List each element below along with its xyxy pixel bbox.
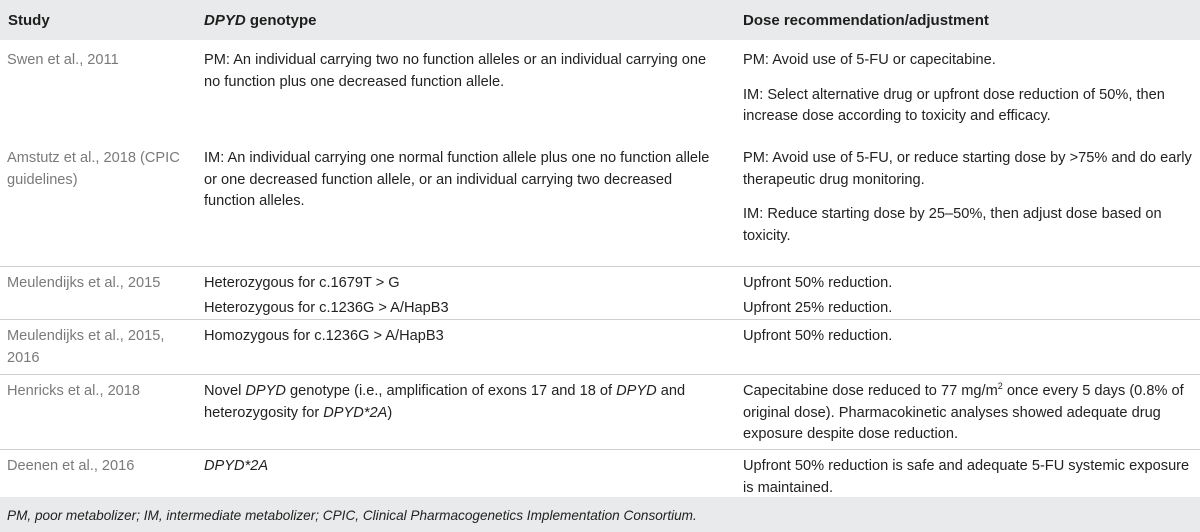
study-cell: [0, 267, 198, 320]
header-genotype-label: genotype: [245, 11, 317, 29]
table-row: [0, 267, 1200, 320]
dose-cell: [736, 375, 1200, 450]
study-cell: [0, 320, 198, 375]
study-cell: [0, 142, 198, 267]
genotype-part: and heterozygosity for: [204, 383, 686, 421]
table-footnote: PM, poor metabolizer; IM, intermediate metabolizer; CPIC, Clinical Pharmacogenetics Implementation Consortium.: [7, 508, 697, 523]
genotype-gene: DPYD: [616, 383, 657, 399]
genotype-cell: [198, 375, 736, 450]
table-row: [0, 320, 1200, 375]
genotype-text: Heterozygous for c.1236G > A/HapB3: [204, 299, 449, 316]
header-genotype-gene: DPYD: [204, 11, 246, 29]
dose-text: [743, 375, 1194, 446]
table-row: [0, 375, 1200, 450]
genotype-cell: [198, 267, 736, 320]
header-study: Study: [0, 0, 198, 40]
study-cell: [0, 40, 198, 142]
genotype-gene: DPYD: [245, 383, 286, 399]
table-header-row: [0, 0, 1200, 40]
genotype-part: ): [387, 404, 393, 421]
genotype-text: [204, 375, 720, 424]
genotype-text: Homozygous for c.1236G > A/HapB3: [204, 328, 444, 344]
study-cell: [0, 375, 198, 450]
dose-superscript: 2: [997, 381, 1003, 392]
dose-text-im: IM: Reduce starting dose by 25–50%, then adjust dose based on toxicity.: [743, 206, 1162, 244]
genotype-text: DPYD*2A: [204, 458, 269, 474]
genotype-cell: [198, 142, 736, 267]
table-row: [0, 142, 1200, 267]
dose-text: Upfront 50% reduction is safe and adequate 5-FU systemic exposure is maintained.: [743, 458, 1190, 496]
study-text: Meulendijks et al., 2015: [7, 275, 161, 291]
dose-cell: [736, 320, 1200, 375]
study-text: Henricks et al., 2018: [7, 383, 141, 399]
study-text: Amstutz et al., 2018 (CPIC guidelines): [7, 150, 180, 188]
header-genotype: [198, 0, 736, 40]
genotype-cell: [198, 40, 736, 142]
genotype-part: Novel: [204, 383, 246, 399]
genotype-text: IM: An individual carrying one normal function allele plus one no function allele or one decreased function allele, or an individual carrying two decreased function alleles.: [204, 150, 710, 209]
dose-cell: [736, 267, 1200, 320]
genotype-allele: DPYD*2A: [323, 404, 388, 421]
dose-cell: [736, 40, 1200, 142]
dose-text: Upfront 50% reduction.: [743, 328, 893, 344]
dose-cell: [736, 142, 1200, 267]
genotype-cell: [198, 320, 736, 375]
genotype-part: genotype (i.e., amplification of exons 17 and 18 of: [285, 383, 617, 399]
genotype-text: Heterozygous for c.1679T > G: [204, 275, 400, 291]
study-text: Swen et al., 2011: [7, 52, 119, 68]
header-dose: Dose recommendation/adjustment: [736, 0, 1200, 40]
dose-text: Upfront 50% reduction.: [743, 275, 893, 291]
dose-text-pm: PM: Avoid use of 5-FU, or reduce starting dose by >75% and do early therapeutic drug monitoring.: [743, 150, 1192, 188]
dose-part: Capecitabine dose reduced to 77 mg/m: [743, 383, 998, 399]
dose-text: Upfront 25% reduction.: [743, 299, 893, 316]
table-row: [0, 40, 1200, 142]
study-text: Deenen et al., 2016: [7, 458, 135, 474]
genotype-text: PM: An individual carrying two no function alleles or an individual carrying one no function plus one decreased function allele.: [204, 52, 707, 90]
study-text: Meulendijks et al., 2015, 2016: [7, 328, 165, 366]
dose-part: once every 5 days (0.8% of original dose). Pharmacokinetic analyses showed adequate drug exposure despite dose reduction.: [743, 383, 1184, 442]
dose-text-pm: PM: Avoid use of 5-FU or capecitabine.: [743, 52, 996, 68]
dose-text-im: IM: Select alternative drug or upfront dose reduction of 50%, then increase dose according to toxicity and efficacy.: [743, 86, 1165, 124]
